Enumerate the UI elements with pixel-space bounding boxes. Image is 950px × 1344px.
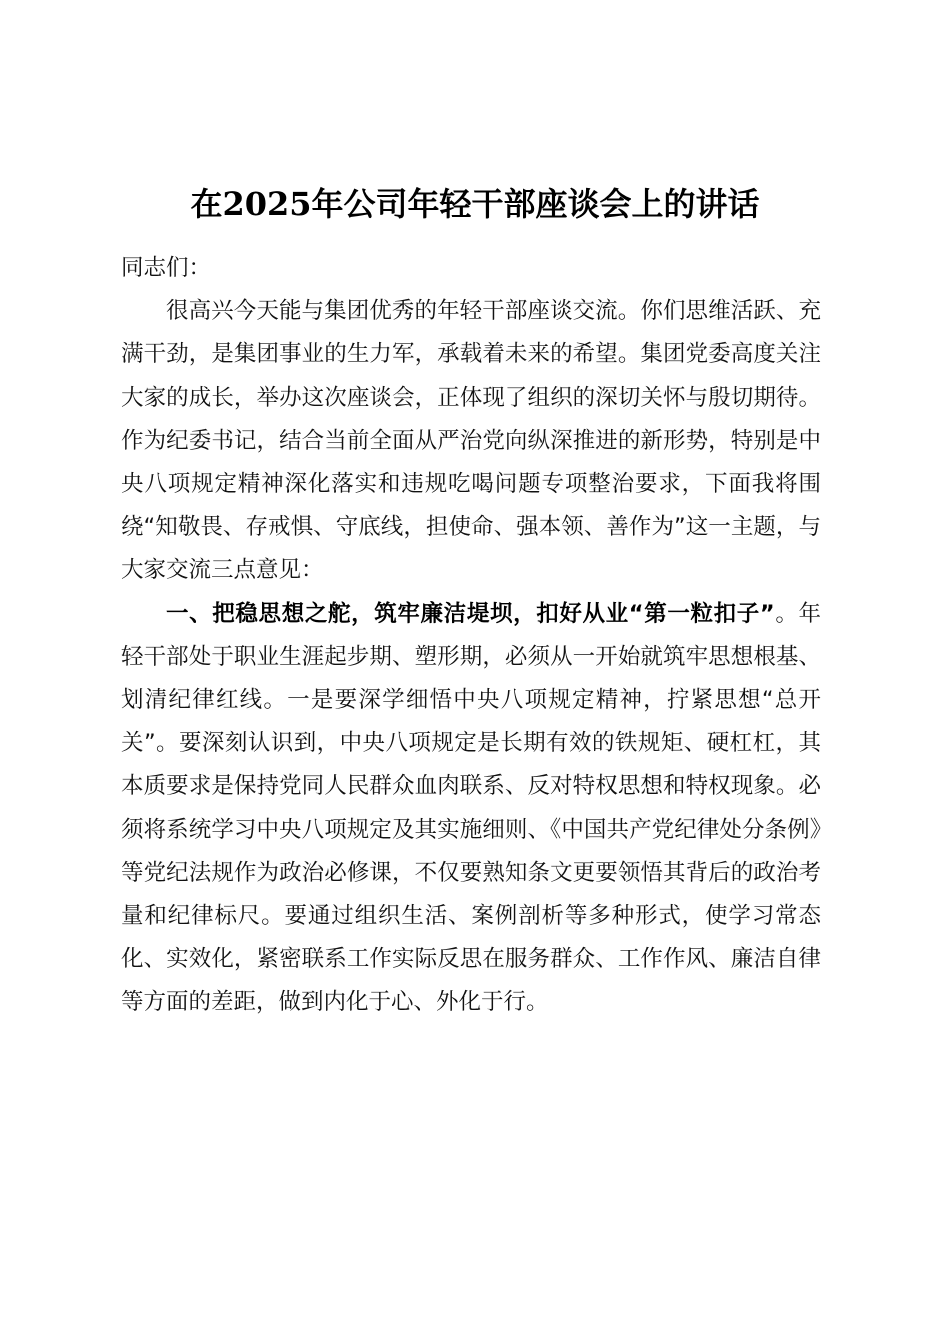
document-body bbox=[121, 247, 821, 1025]
paragraph-intro: 很高兴今天能与集团优秀的年轻干部座谈交流。你们思维活跃、充满干劲，是集团事业的生力军，承载着未来的希望。集团党委高度关注大家的成长，举办这次座谈会，正体现了组织的深切关怀与殷切期待。作为纪委书记，结合当前全面从严治党向纵深推进的新形势，特别是中央八项规定精神深化落实和违规吃喝问题专项整治要求，下面我将围绕“知敬畏、存戒惧、守底线，担使命、强本领、善作为”这一主题，与大家交流三点意见： bbox=[121, 298, 821, 584]
section-one-heading: 一、把稳思想之舵，筑牢廉洁堤坝，扣好从业“第一粒扣子” bbox=[166, 600, 775, 627]
document-title: 在2025年公司年轻干部座谈会上的讲话 bbox=[190, 185, 760, 223]
salutation: 同志们： bbox=[121, 255, 212, 281]
section-one-text: 。年轻干部处于职业生涯起步期、塑形期，必须从一开始就筑牢思想根基、划清纪律红线。一是要深学细悟中央八项规定精神，拧紧思想“总开关”。要深刻认识到，中央八项规定是长期有效的铁规矩、硬杠杠，其本质要求是保持党同人民群众血肉联系、反对特权思想和特权现象。必须将系统学习中央八项规定及其实施细则、《中国共产党纪律处分条例》等党纪法规作为政治必修课，不仅要熟知条文更要领悟其背后的政治考量和纪律标尺。要通过组织生活、案例剖析等多种形式，使学习常态化、实效化，紧密联系工作实际反思在服务群众、工作作风、廉洁自律等方面的差距，做到内化于心、外化于行。 bbox=[121, 600, 821, 1016]
paragraph-section-one bbox=[121, 593, 821, 1025]
